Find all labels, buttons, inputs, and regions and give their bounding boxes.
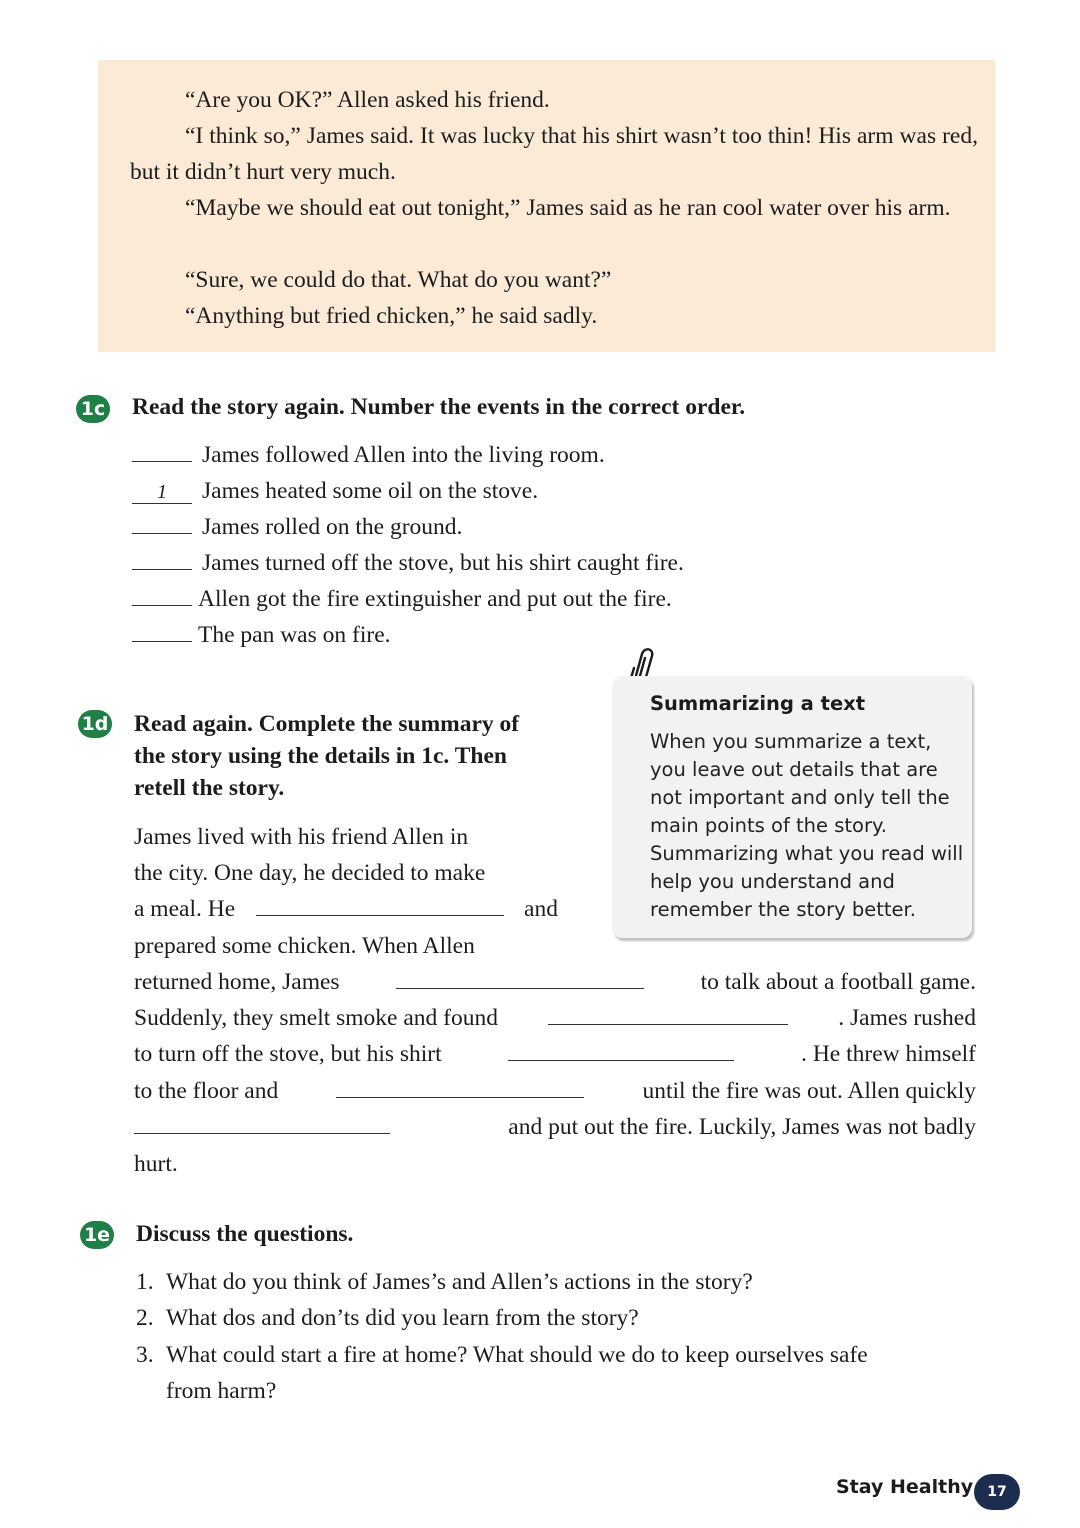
- order-blank[interactable]: [132, 583, 192, 606]
- question-continuation: [166, 1373, 1011, 1409]
- summary-text: . He threw himself: [801, 1041, 976, 1067]
- exercise-1c-instruction: Read the story again. Number the events in the correct order.: [132, 394, 746, 420]
- summary-line: [134, 1000, 976, 1036]
- summary-text: Suddenly, they smelt smoke and found: [134, 1005, 498, 1031]
- summary-text: . James rushed: [838, 1005, 976, 1031]
- summary-text: to the floor and: [134, 1078, 279, 1104]
- summary-text: James lived with his friend Allen in: [134, 824, 469, 850]
- question-text: from harm?: [166, 1378, 277, 1404]
- event-text: Allen got the fire extinguisher and put out the fire.: [198, 586, 672, 612]
- exercise-1e-instruction: Discuss the questions.: [136, 1221, 354, 1247]
- tip-body: When you summarize a text, you leave out details that are not important and only tell the main points of the story. Summarizing what you read will help you understand and remember the story better.: [650, 730, 964, 921]
- summary-blank[interactable]: [396, 966, 644, 989]
- question-item: [136, 1264, 981, 1300]
- exercise-1d-badge: 1d: [78, 710, 112, 738]
- summary-text: prepared some chicken. When Allen: [134, 933, 475, 959]
- event-text: James heated some oil on the stove.: [202, 478, 539, 504]
- summary-text: hurt.: [134, 1151, 178, 1177]
- summary-text: to talk about a football game.: [700, 969, 976, 995]
- question-item: [136, 1337, 981, 1373]
- event-item: [132, 475, 538, 507]
- summary-line: [134, 1073, 976, 1109]
- summary-text: and: [524, 896, 558, 922]
- story-excerpt-box: [98, 60, 995, 352]
- summary-line: [134, 891, 558, 927]
- summary-blank[interactable]: [134, 1111, 390, 1134]
- question-text: What dos and don’ts did you learn from the story?: [166, 1305, 639, 1331]
- summary-line: [134, 855, 485, 891]
- event-text: The pan was on fire.: [198, 622, 391, 648]
- event-item: [132, 439, 605, 471]
- tip-box: [612, 676, 972, 938]
- exercise-1d-instruction-line: the story using the details in 1c. Then: [134, 743, 507, 769]
- question-number: 2.: [136, 1305, 154, 1331]
- summary-text: a meal. He: [134, 896, 236, 922]
- exercise-1c-badge: 1c: [76, 395, 110, 423]
- summary-line: [134, 819, 558, 855]
- summary-text: and put out the fire. Luckily, James was not badly: [508, 1114, 976, 1140]
- summary-text: returned home, James: [134, 969, 340, 995]
- page-number-badge: 17: [974, 1474, 1020, 1510]
- summary-text: to turn off the stove, but his shirt: [134, 1041, 442, 1067]
- question-number: 3.: [136, 1342, 154, 1368]
- event-item: [132, 511, 462, 543]
- summary-blank[interactable]: [256, 893, 504, 916]
- question-text: What could start a fire at home? What should we do to keep ourselves safe: [166, 1342, 868, 1368]
- story-paragraph: “Are you OK?” Allen asked his friend.: [185, 87, 550, 113]
- order-blank[interactable]: [132, 439, 192, 462]
- question-item: [136, 1300, 981, 1336]
- unit-title: Stay Healthy: [836, 1476, 974, 1498]
- summary-line: [134, 928, 475, 964]
- event-item: [132, 619, 391, 651]
- story-paragraph: “Maybe we should eat out tonight,” James said as he ran cool water over his arm.: [185, 195, 951, 221]
- story-paragraph: “Anything but fried chicken,” he said sadly.: [185, 303, 598, 329]
- event-item: [132, 583, 672, 615]
- event-text: James turned off the stove, but his shirt caught fire.: [202, 550, 684, 576]
- exercise-1d-instruction-line: retell the story.: [134, 775, 285, 801]
- summary-line: [134, 1146, 178, 1182]
- order-blank[interactable]: [132, 619, 192, 642]
- question-number: 1.: [136, 1269, 154, 1295]
- summary-blank[interactable]: [548, 1002, 788, 1025]
- summary-blank[interactable]: [508, 1038, 734, 1061]
- event-item: [132, 547, 684, 579]
- order-blank[interactable]: 1: [132, 481, 192, 504]
- summary-blank[interactable]: [336, 1075, 584, 1098]
- summary-line: [134, 1036, 976, 1072]
- order-blank[interactable]: [132, 511, 192, 534]
- question-text: What do you think of James’s and Allen’s actions in the story?: [166, 1269, 753, 1295]
- story-paragraph: “Sure, we could do that. What do you want?”: [185, 267, 612, 293]
- tip-title: Summarizing a text: [650, 692, 866, 715]
- summary-line: [134, 1109, 976, 1145]
- story-paragraph: “I think so,” James said. It was lucky that his shirt wasn’t too thin! His arm was red, but it didn’t hurt very much.: [130, 123, 978, 185]
- exercise-1e-badge: 1e: [80, 1221, 114, 1249]
- event-text: James followed Allen into the living room.: [202, 442, 605, 468]
- summary-text: until the fire was out. Allen quickly: [642, 1078, 976, 1104]
- order-blank[interactable]: [132, 547, 192, 570]
- event-text: James rolled on the ground.: [202, 514, 463, 540]
- summary-text: the city. One day, he decided to make: [134, 860, 486, 886]
- exercise-1d-instruction-line: Read again. Complete the summary of: [134, 711, 520, 737]
- summary-line: [134, 964, 976, 1000]
